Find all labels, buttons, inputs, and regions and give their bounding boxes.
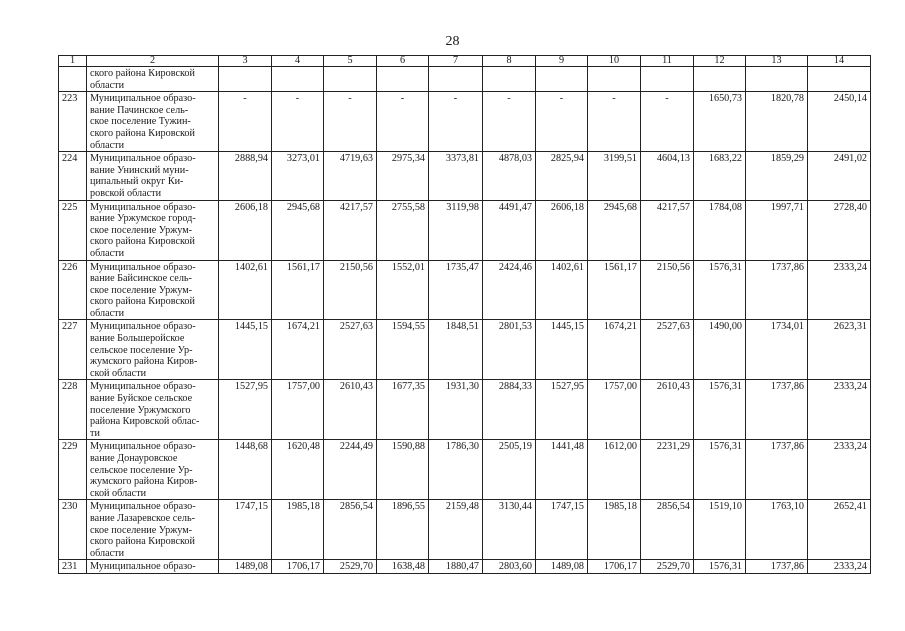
column-number-cell: 11 [641,56,694,67]
column-number-cell: 6 [377,56,429,67]
table-row [59,320,871,380]
municipality-name-cell [87,320,219,380]
row-number-cell [59,67,87,92]
municipality-name-line: Муниципальное образо- [90,201,196,213]
value-cell: 1734,01 [746,320,808,380]
column-number-cell: 12 [694,56,746,67]
value-cell: 1448,68 [219,440,272,500]
municipality-name-line: вание Буйское сельское [90,393,193,405]
value-cell: 2606,18 [219,200,272,260]
column-number-cell: 7 [429,56,483,67]
value-cell: 2803,60 [483,560,536,574]
tariff-table [58,55,871,574]
value-cell: 3373,81 [429,152,483,200]
row-number-cell: 230 [59,500,87,560]
value-cell: - [429,92,483,152]
municipality-name-line: области [90,547,125,559]
municipality-name-line: вание Уржумское город- [90,213,196,225]
value-cell: 2527,63 [641,320,694,380]
value-cell: 2801,53 [483,320,536,380]
value-cell: - [324,92,377,152]
municipality-name-line: ского района Кировской [90,68,195,79]
value-cell: 1763,10 [746,500,808,560]
value-cell: 2231,29 [641,440,694,500]
value-cell: 1490,00 [694,320,746,380]
value-cell: 1706,17 [272,560,324,574]
column-number-cell: 9 [536,56,588,67]
value-cell: 1737,86 [746,440,808,500]
value-cell [429,67,483,92]
value-cell: 1820,78 [746,92,808,152]
page-number: 28 [445,34,460,49]
value-cell: 2610,43 [324,380,377,440]
value-cell: 1674,21 [272,320,324,380]
value-cell [377,67,429,92]
municipality-name-line: вание Донауровское [90,453,178,464]
value-cell: 3130,44 [483,500,536,560]
value-cell: 1638,48 [377,560,429,574]
municipality-name-line: области [90,79,125,91]
municipality-name-line: поселение Уржумского [90,404,191,416]
value-cell: 1590,88 [377,440,429,500]
municipality-name-line: ского района Кировской [90,127,195,139]
municipality-name-line: вание Байсинское сель- [90,273,192,285]
value-cell [588,67,641,92]
value-cell: 1576,31 [694,560,746,574]
value-cell: 1489,08 [536,560,588,574]
value-cell: 2159,48 [429,500,483,560]
municipality-name-cell [87,92,219,152]
value-cell [536,67,588,92]
value-cell: 2728,40 [808,200,871,260]
value-cell: 1527,95 [536,380,588,440]
value-cell: 1445,15 [536,320,588,380]
value-cell: 1737,86 [746,560,808,574]
value-cell: 2150,56 [324,260,377,320]
municipality-name-line: Муниципальное образо- [90,153,196,165]
table-row [59,152,871,200]
value-cell: 2856,54 [641,500,694,560]
municipality-name-line: ской области [90,487,147,499]
municipality-name-cell [87,67,219,92]
value-cell: 2527,63 [324,320,377,380]
column-number-cell: 5 [324,56,377,67]
value-cell [272,67,324,92]
value-cell: 2945,68 [272,200,324,260]
value-cell: 2606,18 [536,200,588,260]
municipality-name-cell [87,380,219,440]
value-cell: 1519,10 [694,500,746,560]
value-cell: 2856,54 [324,500,377,560]
value-cell: 1747,15 [536,500,588,560]
value-cell: 4878,03 [483,152,536,200]
value-cell: 1441,48 [536,440,588,500]
value-cell: 4217,57 [324,200,377,260]
value-cell: 2975,34 [377,152,429,200]
table-row [59,380,871,440]
municipality-name-line: Муниципальное образо- [90,561,196,573]
value-cell: 1896,55 [377,500,429,560]
value-cell [808,67,871,92]
value-cell: 1737,86 [746,380,808,440]
value-cell: 1757,00 [588,380,641,440]
table-row [59,92,871,152]
municipality-name-line: жумского района Киров- [90,476,198,488]
value-cell: 3199,51 [588,152,641,200]
value-cell: - [483,92,536,152]
value-cell [641,67,694,92]
value-cell: 2529,70 [324,560,377,574]
municipality-name-cell [87,500,219,560]
municipality-name-cell [87,260,219,320]
municipality-name-line: ципальный округ Ки- [90,176,184,188]
value-cell: 2333,24 [808,440,871,500]
municipality-name-line: жумского района Киров- [90,356,198,368]
value-cell: - [219,92,272,152]
value-cell: - [588,92,641,152]
value-cell: 2884,33 [483,380,536,440]
column-number-cell: 14 [808,56,871,67]
value-cell: 3119,98 [429,200,483,260]
value-cell: 2333,24 [808,560,871,574]
value-cell: 1706,17 [588,560,641,574]
value-cell: 1880,47 [429,560,483,574]
column-number-cell: 1 [59,56,87,67]
value-cell: 1527,95 [219,380,272,440]
value-cell: 1997,71 [746,200,808,260]
row-number-cell: 226 [59,260,87,320]
municipality-name-cell [87,152,219,200]
municipality-name-line: района Кировской облас- [90,416,200,428]
value-cell: 2945,68 [588,200,641,260]
value-cell: 2529,70 [641,560,694,574]
value-cell: 1786,30 [429,440,483,500]
value-cell: 2610,43 [641,380,694,440]
value-cell: 4719,63 [324,152,377,200]
value-cell: - [641,92,694,152]
value-cell: 2491,02 [808,152,871,200]
municipality-name-line: ского района Кировской [90,296,195,308]
municipality-name-cell [87,560,219,574]
municipality-name-cell [87,440,219,500]
value-cell: 2450,14 [808,92,871,152]
value-cell: 1683,22 [694,152,746,200]
column-number-cell: 8 [483,56,536,67]
table-row [59,440,871,500]
column-number-cell: 3 [219,56,272,67]
value-cell: 2244,49 [324,440,377,500]
municipality-name-line: сельское поселение Ур- [90,464,193,476]
municipality-name-cell [87,200,219,260]
value-cell: 1552,01 [377,260,429,320]
value-cell: 2333,24 [808,380,871,440]
value-cell: 2424,46 [483,260,536,320]
column-number-cell: 13 [746,56,808,67]
row-number-cell: 225 [59,200,87,260]
value-cell: 1612,00 [588,440,641,500]
municipality-name-line: вание Пачинское сель- [90,104,189,116]
municipality-name-line: ской области [90,367,147,379]
value-cell [483,67,536,92]
value-cell: 1985,18 [588,500,641,560]
value-cell: - [272,92,324,152]
table-row [59,500,871,560]
value-cell: 2652,41 [808,500,871,560]
value-cell: 1650,73 [694,92,746,152]
municipality-name-line: ское поселение Уржум- [90,524,193,536]
value-cell: 1747,15 [219,500,272,560]
value-cell: 1931,30 [429,380,483,440]
value-cell: 1848,51 [429,320,483,380]
municipality-name-line: ского района Кировской [90,536,195,548]
value-cell: 1561,17 [588,260,641,320]
municipality-name-line: ского района Кировской [90,236,195,248]
column-number-cell: 10 [588,56,641,67]
value-cell: 2755,58 [377,200,429,260]
municipality-name-line: Муниципальное образо- [90,321,196,333]
value-cell [219,67,272,92]
municipality-name-line: ровской области [90,187,162,199]
value-cell: 2825,94 [536,152,588,200]
municipality-name-line: ское поселение Уржум- [90,224,193,236]
municipality-name-line: ти [90,427,100,439]
value-cell: 2150,56 [641,260,694,320]
value-cell: 1985,18 [272,500,324,560]
value-cell: 1674,21 [588,320,641,380]
value-cell: 2888,94 [219,152,272,200]
value-cell: 1620,48 [272,440,324,500]
value-cell: 2333,24 [808,260,871,320]
value-cell: 1757,00 [272,380,324,440]
value-cell: 1561,17 [272,260,324,320]
value-cell: - [536,92,588,152]
row-number-cell: 224 [59,152,87,200]
row-number-cell: 228 [59,380,87,440]
value-cell: 1445,15 [219,320,272,380]
table-row [59,67,871,92]
row-number-cell: 229 [59,440,87,500]
municipality-name-line: области [90,139,125,151]
municipality-name-line: ское поселение Уржум- [90,284,193,296]
value-cell [694,67,746,92]
municipality-name-line: Муниципальное образо- [90,93,196,105]
municipality-name-line: области [90,247,125,259]
municipality-name-line: вание Лазаревское сель- [90,512,196,524]
municipality-name-line: Муниципальное образо- [90,501,196,513]
municipality-name-line: Муниципальное образо- [90,381,196,393]
value-cell: 1402,61 [219,260,272,320]
table-row [59,260,871,320]
value-cell: 1576,31 [694,440,746,500]
value-cell [746,67,808,92]
municipality-name-line: вание Унинский муни- [90,164,189,176]
value-cell: 1735,47 [429,260,483,320]
value-cell: 1576,31 [694,380,746,440]
municipality-name-line: сельское поселение Ур- [90,344,193,356]
table-row [59,560,871,574]
column-number-cell: 4 [272,56,324,67]
value-cell: 1737,86 [746,260,808,320]
value-cell: 1489,08 [219,560,272,574]
value-cell: 2623,31 [808,320,871,380]
value-cell: 1594,55 [377,320,429,380]
value-cell: 4217,57 [641,200,694,260]
value-cell: 1402,61 [536,260,588,320]
value-cell: - [377,92,429,152]
value-cell: 1677,35 [377,380,429,440]
value-cell: 3273,01 [272,152,324,200]
municipality-name-line: области [90,307,125,319]
value-cell: 1784,08 [694,200,746,260]
municipality-name-line: ское поселение Тужин- [90,116,191,128]
value-cell: 1859,29 [746,152,808,200]
value-cell [324,67,377,92]
municipality-name-line: Муниципальное образо- [90,441,196,453]
value-cell: 4491,47 [483,200,536,260]
municipality-name-line: Муниципальное образо- [90,261,196,273]
table-row [59,200,871,260]
table-body [59,56,871,574]
row-number-cell: 223 [59,92,87,152]
value-cell: 1576,31 [694,260,746,320]
row-number-cell: 231 [59,560,87,574]
row-number-cell: 227 [59,320,87,380]
value-cell: 4604,13 [641,152,694,200]
column-number-cell: 2 [87,56,219,67]
value-cell: 2505,19 [483,440,536,500]
municipality-name-line: вание Большеройское [90,333,185,345]
column-number-row [59,56,871,67]
